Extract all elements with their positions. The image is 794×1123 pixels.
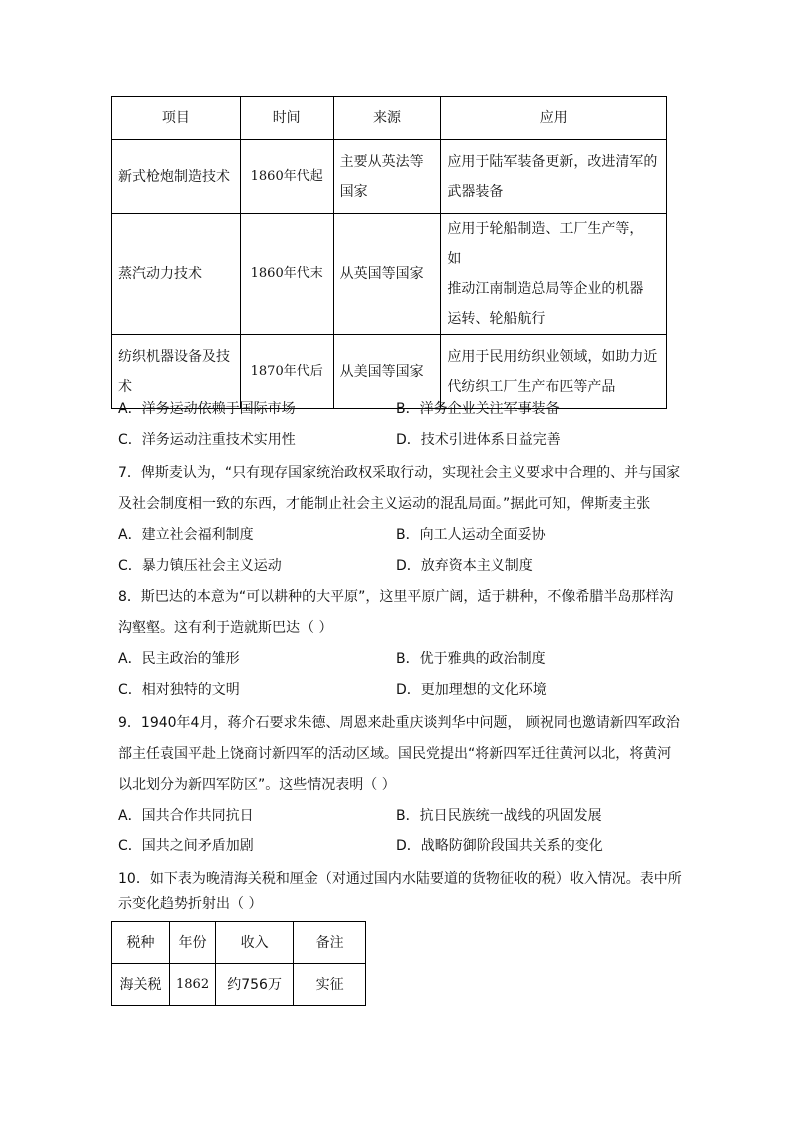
cell-time: 1860年代起	[240, 140, 333, 214]
q10-stem-line2: 示变化趋势折射出（ ）	[118, 896, 263, 912]
header-tax-type: 税种	[112, 922, 170, 964]
tech-table	[111, 96, 667, 409]
cell-item: 蒸汽动力技术	[112, 214, 241, 335]
q9-option-d: D．战略防御阶段国共关系的变化	[396, 838, 603, 854]
q9-option-c: C．国共之间矛盾加剧	[118, 838, 254, 854]
q9-stem-line1: 9．1940年4月，蒋介石要求朱德、周恩来赴重庆谈判华中问题， 顾祝同也邀请新四军政治	[118, 715, 680, 731]
q6-option-b: B．洋务企业关注军事装备	[396, 401, 560, 417]
q7-option-d: D．放弃资本主义制度	[396, 558, 533, 574]
table-header-row	[112, 922, 366, 964]
q8-stem-line2: 沟壑壑。这有利于造就斯巴达（ ）	[118, 620, 333, 636]
q8-option-a: A．民主政治的雏形	[118, 651, 240, 667]
table-row	[112, 140, 667, 214]
q10-stem-line1: 10．如下表为晚清海关税和厘金（对通过国内水陆要道的货物征收的税）收入情况。表中所	[118, 871, 682, 887]
q6-option-c: C．洋务运动注重技术实用性	[118, 432, 296, 448]
q6-option-a: A．洋务运动依赖于国际市场	[118, 401, 296, 417]
q9-stem-line2: 部主任袁国平赴上饶商讨新四军的活动区域。国民党提出“将新四军迁往黄河以北，将黄河	[118, 746, 672, 762]
cell-item: 新式枪炮制造技术	[112, 140, 241, 214]
q9-option-a: A．国共合作共同抗日	[118, 808, 254, 824]
cell-income: 约756万	[216, 964, 294, 1006]
q7-option-c: C．暴力镇压社会主义运动	[118, 558, 282, 574]
header-time: 时间	[240, 97, 333, 140]
cell-source: 从英国等国家	[333, 214, 441, 335]
cell-item: 纺织机器设备及技 术	[112, 335, 241, 409]
header-application: 应用	[441, 97, 667, 140]
table-row	[112, 214, 667, 335]
header-income: 收入	[216, 922, 294, 964]
cell-note: 实征	[294, 964, 366, 1006]
cell-tax-type: 海关税	[112, 964, 170, 1006]
q7-stem-line1: 7．俾斯麦认为，“只有现存国家统治政权采取行动，实现社会主义要求中合理的、并与国家	[118, 465, 681, 481]
cell-year: 1862	[170, 964, 216, 1006]
header-source: 来源	[333, 97, 441, 140]
q7-option-a: A．建立社会福利制度	[118, 527, 254, 543]
table-row	[112, 964, 366, 1006]
header-year: 年份	[170, 922, 216, 964]
cell-application: 应用于轮船制造、工厂生产等， 如 推动江南制造总局等企业的机器 运转、轮船航行	[441, 214, 667, 335]
q7-stem-line2: 及社会制度相一致的东西，才能制止社会主义运动的混乱局面。”据此可知，俾斯麦主张	[118, 496, 651, 512]
q8-option-b: B．优于雅典的政治制度	[396, 651, 546, 667]
table-header-row	[112, 97, 667, 140]
q8-option-c: C．相对独特的文明	[118, 682, 240, 698]
q8-option-d: D．更加理想的文化环境	[396, 682, 547, 698]
tax-table	[111, 921, 366, 1006]
q8-stem-line1: 8．斯巴达的本意为“可以耕种的大平原”，这里平原广阔，适于耕种，不像希腊半岛那样沟	[118, 589, 674, 605]
cell-application: 应用于民用纺织业领域，如助力近 代纺织工厂生产布匹等产品	[441, 335, 667, 409]
q6-option-d: D．技术引进体系日益完善	[396, 432, 561, 448]
q9-option-b: B．抗日民族统一战线的巩固发展	[396, 808, 602, 824]
q9-stem-line3: 以北划分为新四军防区”。这些情况表明（ ）	[118, 777, 396, 793]
cell-time: 1860年代末	[240, 214, 333, 335]
cell-time: 1870年代后	[240, 335, 333, 409]
cell-application: 应用于陆军装备更新，改进清军的 武器装备	[441, 140, 667, 214]
header-item: 项目	[112, 97, 241, 140]
cell-source: 主要从英法等 国家	[333, 140, 441, 214]
header-note: 备注	[294, 922, 366, 964]
q7-option-b: B．向工人运动全面妥协	[396, 527, 546, 543]
cell-source: 从美国等国家	[333, 335, 441, 409]
